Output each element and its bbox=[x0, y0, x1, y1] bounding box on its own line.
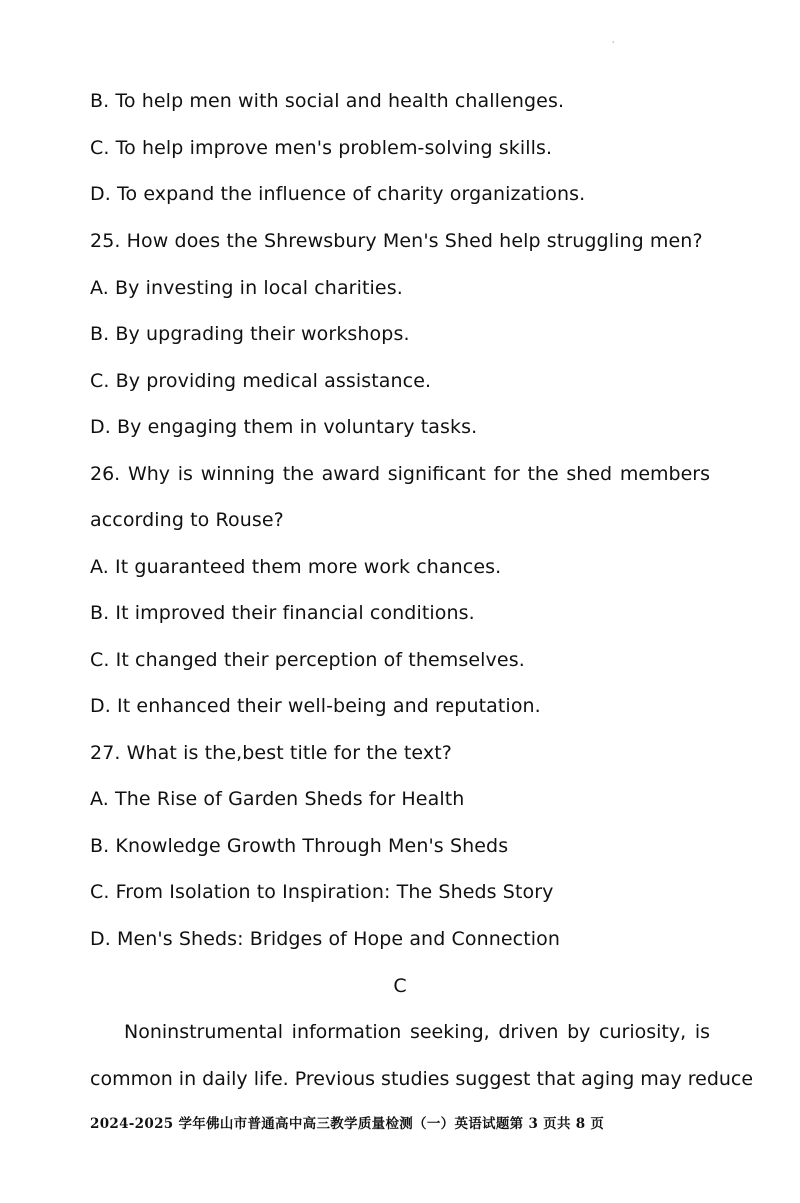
q26-stem-line1: 26. Why is winning the award significant for the shed members bbox=[90, 463, 710, 485]
q26-option-d: D. It enhanced their well-being and reputation. bbox=[90, 695, 541, 717]
page-footer: 2024-2025 学年佛山市普通高中高三教学质量检测（一）英语试题第 3 页共 8 页 bbox=[90, 1116, 605, 1132]
section-heading: C bbox=[393, 975, 407, 997]
q25-option-a: A. By investing in local charities. bbox=[90, 277, 403, 299]
q27-option-a: A. The Rise of Garden Sheds for Health bbox=[90, 788, 465, 810]
q26-option-b: B. It improved their financial conditions. bbox=[90, 602, 475, 624]
q27-option-c: C. From Isolation to Inspiration: The Sheds Story bbox=[90, 881, 554, 903]
q25-stem: 25. How does the Shrewsbury Men's Shed help struggling men? bbox=[90, 230, 703, 252]
q27-option-d: D. Men's Sheds: Bridges of Hope and Connection bbox=[90, 928, 561, 950]
q26-option-c: C. It changed their perception of themselves. bbox=[90, 649, 525, 671]
q24-option-b: B. To help men with social and health challenges. bbox=[90, 90, 565, 112]
page-mark: ' bbox=[612, 40, 615, 49]
q24-option-d: D. To expand the influence of charity organizations. bbox=[90, 183, 586, 205]
q27-option-b: B. Knowledge Growth Through Men's Sheds bbox=[90, 835, 509, 857]
q24-option-c: C. To help improve men's problem-solving skills. bbox=[90, 137, 553, 159]
q25-option-d: D. By engaging them in voluntary tasks. bbox=[90, 416, 478, 438]
q25-option-c: C. By providing medical assistance. bbox=[90, 370, 432, 392]
q27-stem: 27. What is the,best title for the text? bbox=[90, 742, 452, 764]
q26-option-a: A. It guaranteed them more work chances. bbox=[90, 556, 502, 578]
q26-stem-line2: according to Rouse? bbox=[90, 509, 284, 531]
q25-option-b: B. By upgrading their workshops. bbox=[90, 323, 410, 345]
passage-line-2: common in daily life. Previous studies suggest that aging may reduce bbox=[90, 1068, 754, 1090]
passage-line-1: Noninstrumental information seeking, driven by curiosity, is bbox=[124, 1021, 710, 1043]
